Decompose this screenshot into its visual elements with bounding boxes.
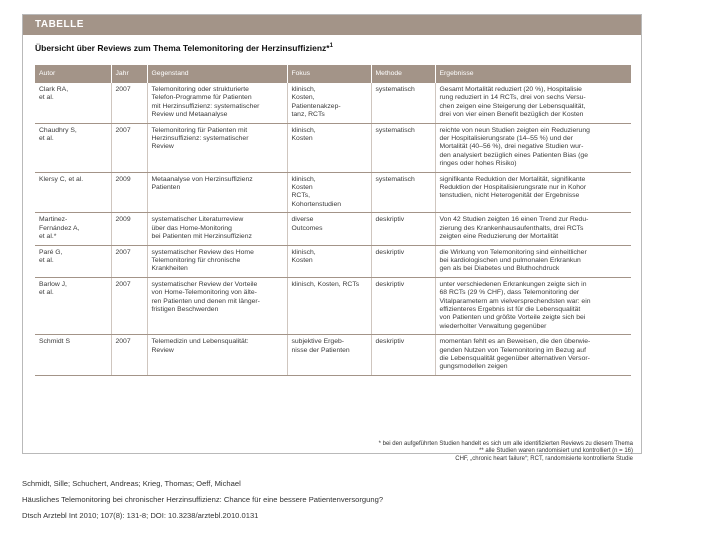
cell-results-line: 68 RCTs (29 % CHF), dass Telemonitoring der — [439, 289, 580, 297]
table-footnotes — [379, 441, 633, 463]
cell-focus-line: Patientenakzep- — [291, 102, 341, 110]
cell-results-line: effizienteres Ergebnis ist für die Lebensqualität — [439, 305, 581, 313]
column-header-subject: Gegenstand — [147, 65, 287, 83]
cell-subject-line: über das Home-Monitoring — [151, 224, 232, 232]
review-table — [35, 65, 631, 376]
cell-focus-line: Kosten — [291, 184, 313, 192]
cell-results-line: gen als bei Diabetes und Bluthochdruck — [439, 265, 560, 273]
cell-subject — [147, 335, 287, 376]
table-header-row — [35, 65, 631, 83]
cell-results-line: zeigten eine Reduzierung der Mortalität — [439, 233, 559, 241]
cell-subject-line: fristigen Beschwerden — [151, 305, 219, 313]
cell-focus — [287, 213, 371, 245]
cell-subject — [147, 123, 287, 172]
cell-year: 2009 — [111, 213, 147, 245]
cell-results-line: gungsmodellen zeigen — [439, 363, 508, 371]
table-row — [35, 123, 631, 172]
cell-subject-line: von Home-Telemonitoring von älte- — [151, 289, 257, 297]
footnote-line: CHF, „chronic heart failure“; RCT, randomisierte kontrollierte Studie — [455, 455, 633, 462]
cell-method-line: systematisch — [375, 86, 415, 93]
cell-focus-line: Kosten — [291, 256, 313, 264]
footnote-line: * bei den aufgeführten Studien handelt es sich um alle identifizierten Reviews zu diesem Thema — [378, 441, 633, 447]
cell-results — [435, 213, 631, 245]
cell-method — [371, 245, 435, 277]
cell-year: 2009 — [111, 172, 147, 213]
cell-subject-line: ren Patienten und denen mit länger- — [151, 297, 260, 305]
cell-results — [435, 245, 631, 277]
cell-subject-line: mit Herzinsuffizienz: systematischer — [151, 102, 260, 110]
cell-method-line: systematisch — [375, 126, 415, 134]
cell-year: 2007 — [111, 83, 147, 123]
cell-focus — [287, 245, 371, 277]
cell-focus — [287, 277, 371, 334]
cell-author — [35, 245, 111, 277]
cell-focus-line: Kosten — [291, 135, 313, 143]
cell-focus-line: klinisch, — [291, 86, 316, 93]
cell-subject-line: Metaanalyse von Herzinsuffizienz — [151, 175, 253, 183]
cell-subject — [147, 277, 287, 334]
cell-author-line: et al. — [39, 289, 54, 297]
cell-results — [435, 277, 631, 334]
cell-method-line: deskriptiv — [375, 280, 405, 288]
cell-results-line: Von 42 Studien zeigten 16 einen Trend zur Redu- — [439, 216, 589, 224]
column-header-author: Autor — [35, 65, 111, 83]
cell-author-line: Schmidt S — [39, 338, 70, 346]
cell-author-line: et al. — [39, 94, 54, 102]
cell-results-line: rung reduziert in 14 RCTs, drei von sechs Versu- — [439, 94, 586, 102]
table-row — [35, 335, 631, 376]
cell-results-line: Gesamt Mortalität reduziert (20 %), Hospitalisie — [439, 86, 582, 93]
citation-authors: Schmidt, Sille; Schuchert, Andreas; Krieg, Thomas; Oeff, Michael — [22, 479, 241, 488]
cell-method-line: deskriptiv — [375, 216, 405, 224]
cell-author-line: et al. — [39, 135, 54, 143]
cell-results-line: zierung des Krankenhausaufenthalts, drei RCTs — [439, 224, 584, 232]
table-title-text: Übersicht über Reviews zum Thema Telemonitoring der Herzinsuffizienz* — [35, 43, 330, 53]
citation-title: Häusliches Telemonitoring bei chronischer Herzinsuffizienz: Chance für eine bessere Patientenversorgung? — [22, 495, 384, 504]
cell-focus-line: RCTs, — [291, 192, 311, 200]
cell-year: 2007 — [111, 277, 147, 334]
cell-subject — [147, 172, 287, 213]
cell-author-line: Clark RA, — [39, 86, 69, 93]
cell-focus — [287, 83, 371, 123]
cell-method — [371, 335, 435, 376]
table-row — [35, 172, 631, 213]
cell-focus-line: klinisch, — [291, 126, 316, 134]
cell-focus-line: subjektive Ergeb- — [291, 338, 345, 346]
table-body — [35, 83, 631, 375]
cell-subject-line: Telemedizin und Lebensqualität: — [151, 338, 249, 346]
cell-method — [371, 83, 435, 123]
column-header-year: Jahr — [111, 65, 147, 83]
cell-results-line: Vitalparametern am vielversprechendsten war: ein — [439, 297, 591, 305]
cell-results-line: genden Nutzen von Telemonitoring im Bezug auf — [439, 346, 586, 354]
cell-results-line: tenstudien, nicht Heterogenität der Ergebnisse — [439, 192, 580, 200]
cell-subject-line: Krankheiten — [151, 265, 188, 273]
cell-subject-line: Telemonitoring für Patienten mit — [151, 126, 248, 134]
cell-author — [35, 335, 111, 376]
cell-results-line: von Patienten und größte Vorteile zeigte sich bei — [439, 314, 586, 322]
column-header-method: Methode — [371, 65, 435, 83]
cell-year: 2007 — [111, 123, 147, 172]
cell-results-line: drei von vier einen Benefit bezüglich der Kosten — [439, 111, 584, 119]
cell-focus-line: Kosten, — [291, 94, 315, 102]
footnote-line: ** alle Studien waren randomisiert und kontrolliert (n = 16) — [479, 448, 633, 455]
cell-method — [371, 213, 435, 245]
cell-focus — [287, 335, 371, 376]
cell-author-line: Klersy C, et al. — [39, 175, 84, 183]
cell-method-line: systematisch — [375, 175, 415, 183]
cell-focus-line: tanz, RCTs — [291, 111, 325, 119]
cell-author — [35, 277, 111, 334]
cell-results-line: der Hospitalisierungsrate (14–55 %) und der — [439, 135, 573, 143]
cell-author — [35, 83, 111, 123]
cell-subject — [147, 83, 287, 123]
cell-focus-line: nisse der Patienten — [291, 346, 350, 354]
cell-results — [435, 172, 631, 213]
cell-focus-line: klinisch, Kosten, RCTs — [291, 280, 360, 288]
cell-author-line: et al. — [39, 256, 54, 264]
cell-author-line: Fernández A, — [39, 224, 80, 232]
cell-author — [35, 172, 111, 213]
table-row — [35, 213, 631, 245]
cell-results — [435, 123, 631, 172]
cell-subject — [147, 245, 287, 277]
cell-method — [371, 123, 435, 172]
cell-author-line: Chaudhry S, — [39, 126, 77, 134]
table-card — [22, 14, 642, 462]
cell-author-line: et al.* — [39, 233, 57, 241]
cell-results-line: die Lebensqualität gegenüber alternativen Versor- — [439, 354, 590, 362]
cell-subject-line: systematischer Literaturreview — [151, 216, 244, 224]
cell-subject-line: Telemonitoring oder strukturierte — [151, 86, 249, 93]
cell-author-line: Martinez- — [39, 216, 68, 224]
table-title-sup: 1 — [329, 43, 333, 50]
cell-subject-line: Telemonitoring für chronische — [151, 256, 241, 264]
cell-results-line: bei kardiologischen und pulmonalen Erkrankun — [439, 256, 581, 264]
cell-method-line: deskriptiv — [375, 338, 405, 346]
citation-reference: Dtsch Arztebl Int 2010; 107(8): 131-8; DOI: 10.3238/arztebl.2010.0131 — [22, 511, 259, 520]
cell-results-line: die Wirkung von Telemonitoring sind einheitlicher — [439, 248, 587, 256]
cell-subject-line: systematischer Review der Vorteile — [151, 280, 258, 288]
cell-results-line: ringes oder hohes Risiko) — [439, 160, 517, 168]
cell-subject-line: bei Patienten mit Herzinsuffizienz — [151, 233, 252, 241]
cell-results-line: chen zeigen eine Steigerung der Lebensqualität, — [439, 102, 586, 110]
cell-focus-line: klinisch, — [291, 175, 316, 183]
cell-focus — [287, 123, 371, 172]
cell-subject-line: Herzinsuffizienz: systematischer — [151, 135, 249, 143]
citation — [22, 476, 383, 524]
cell-subject-line: Telefon-Programme für Patienten — [151, 94, 252, 102]
cell-method-line: deskriptiv — [375, 248, 405, 256]
cell-year: 2007 — [111, 245, 147, 277]
panel-label: TABELLE — [23, 15, 641, 35]
cell-method — [371, 172, 435, 213]
cell-results-line: wiederholter Verwaltung gegenüber — [439, 322, 547, 330]
cell-author — [35, 123, 111, 172]
cell-subject-line: systematischer Review des Home — [151, 248, 254, 256]
table-row — [35, 245, 631, 277]
column-header-results: Ergebnisse — [435, 65, 631, 83]
cell-results-line: reichte von neun Studien zeigten ein Reduzierung — [439, 126, 590, 134]
cell-author-line: Barlow J, — [39, 280, 67, 288]
column-header-focus: Fokus — [287, 65, 371, 83]
table-row — [35, 277, 631, 334]
cell-results-line: den analysiert bezüglich eines Patienten Bias (ge — [439, 151, 588, 159]
cell-subject-line: Patienten — [151, 184, 181, 192]
cell-subject-line: Review — [151, 143, 174, 151]
cell-author-line: Paré G, — [39, 248, 63, 256]
cell-subject-line: Review — [151, 346, 174, 354]
cell-focus-line: klinisch, — [291, 248, 316, 256]
cell-subject-line: Review und Metaanalyse — [151, 111, 228, 119]
cell-results-line: Reduktion der Hospitalisierungsrate nur in Kohor — [439, 184, 587, 192]
cell-results — [435, 83, 631, 123]
cell-author — [35, 213, 111, 245]
cell-focus-line: diverse — [291, 216, 314, 224]
cell-results-line: unter verschiedenen Erkrankungen zeigte sich in — [439, 280, 587, 288]
cell-focus-line: Outcomes — [291, 224, 323, 232]
cell-focus — [287, 172, 371, 213]
table-title — [35, 43, 333, 53]
cell-results-line: momentan fehlt es an Beweisen, die den überwie- — [439, 338, 591, 346]
cell-results-line: Mortalität (40–56 %), drei negative Studien wur- — [439, 143, 584, 151]
cell-method — [371, 277, 435, 334]
cell-results-line: signifikante Reduktion der Mortalität, signifikante — [439, 175, 586, 183]
cell-focus-line: Kohortenstudien — [291, 200, 342, 208]
cell-subject — [147, 213, 287, 245]
cell-results — [435, 335, 631, 376]
cell-year: 2007 — [111, 335, 147, 376]
table-row — [35, 83, 631, 123]
